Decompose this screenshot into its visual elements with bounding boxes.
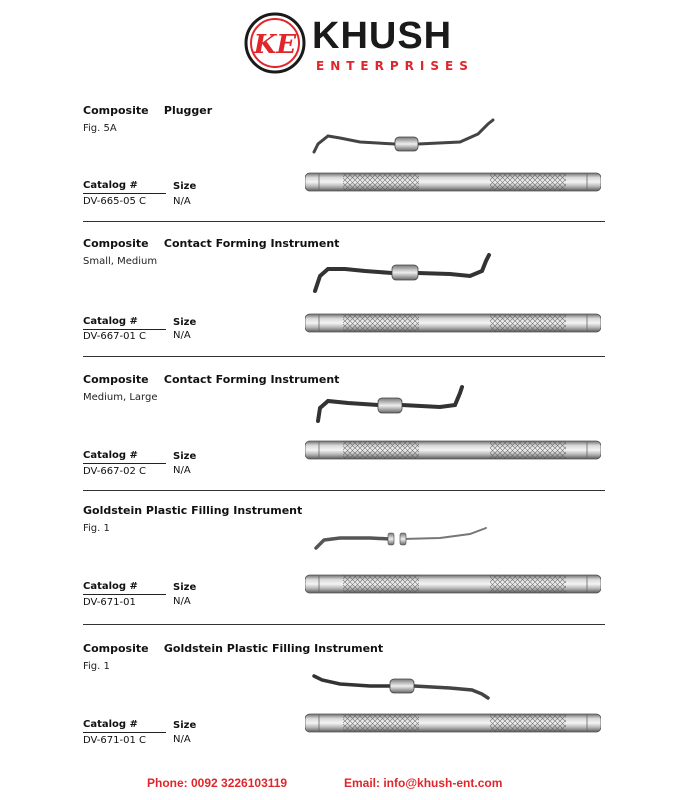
product-subtitle: Medium, Large xyxy=(83,392,158,403)
logo-monogram: KE xyxy=(253,30,297,60)
product-subtitle: Fig. 5A xyxy=(83,123,117,134)
brand-tagline: ENTERPRISES xyxy=(316,59,474,73)
size-header: Size xyxy=(173,720,197,731)
contact-footer xyxy=(0,776,689,792)
instrument-tip-image xyxy=(300,251,500,301)
size-value: N/A xyxy=(173,734,191,745)
size-value: N/A xyxy=(173,596,191,607)
catalog-header: Catalog # xyxy=(83,316,166,330)
product-subtitle: Small, Medium xyxy=(83,256,158,267)
section-divider xyxy=(83,221,605,222)
instrument-tip-image xyxy=(300,383,500,433)
size-header: Size xyxy=(173,317,197,328)
instrument-tip-image xyxy=(300,114,500,164)
catalog-number: DV-671-01 C xyxy=(83,735,146,746)
size-header: Size xyxy=(173,181,197,192)
instrument-handle-image xyxy=(305,572,601,596)
instrument-handle-image xyxy=(305,711,601,735)
product-subtitle: Fig. 1 xyxy=(83,523,110,534)
section-divider xyxy=(83,490,605,491)
catalog-header: Catalog # xyxy=(83,581,166,595)
phone-text: Phone: 0092 3226103119 xyxy=(147,776,288,790)
section-divider xyxy=(83,624,605,625)
size-value: N/A xyxy=(173,465,191,476)
catalog-header: Catalog # xyxy=(83,180,166,194)
catalog-header: Catalog # xyxy=(83,450,166,464)
product-subtitle: Fig. 1 xyxy=(83,661,110,672)
logo-emblem xyxy=(244,12,306,74)
instrument-handle-image xyxy=(305,311,601,335)
catalog-number: DV-667-01 C xyxy=(83,331,146,342)
email-link[interactable]: Email: info@khush-ent.com xyxy=(344,776,503,790)
size-value: N/A xyxy=(173,196,191,207)
instrument-handle-image xyxy=(305,438,601,462)
product-title: Goldstein Plastic Filling Instrument xyxy=(83,504,303,517)
instrument-handle-image xyxy=(305,170,601,194)
instrument-tip-image xyxy=(300,660,500,710)
product-title: Composite Contact Forming Instrument xyxy=(83,373,340,386)
brand-name: KHUSH xyxy=(312,15,453,57)
brand-logo xyxy=(244,12,474,78)
catalog-number: DV-665-05 C xyxy=(83,196,146,207)
size-header: Size xyxy=(173,582,197,593)
catalog-number: DV-671-01 xyxy=(83,597,136,608)
catalog-header: Catalog # xyxy=(83,719,166,733)
catalog-number: DV-667-02 C xyxy=(83,466,146,477)
size-value: N/A xyxy=(173,330,191,341)
product-title: Composite Goldstein Plastic Filling Instrument xyxy=(83,642,384,655)
section-divider xyxy=(83,356,605,357)
product-title: Composite Plugger xyxy=(83,104,213,117)
size-header: Size xyxy=(173,451,197,462)
instrument-tip-image xyxy=(300,520,500,570)
product-title: Composite Contact Forming Instrument xyxy=(83,237,340,250)
